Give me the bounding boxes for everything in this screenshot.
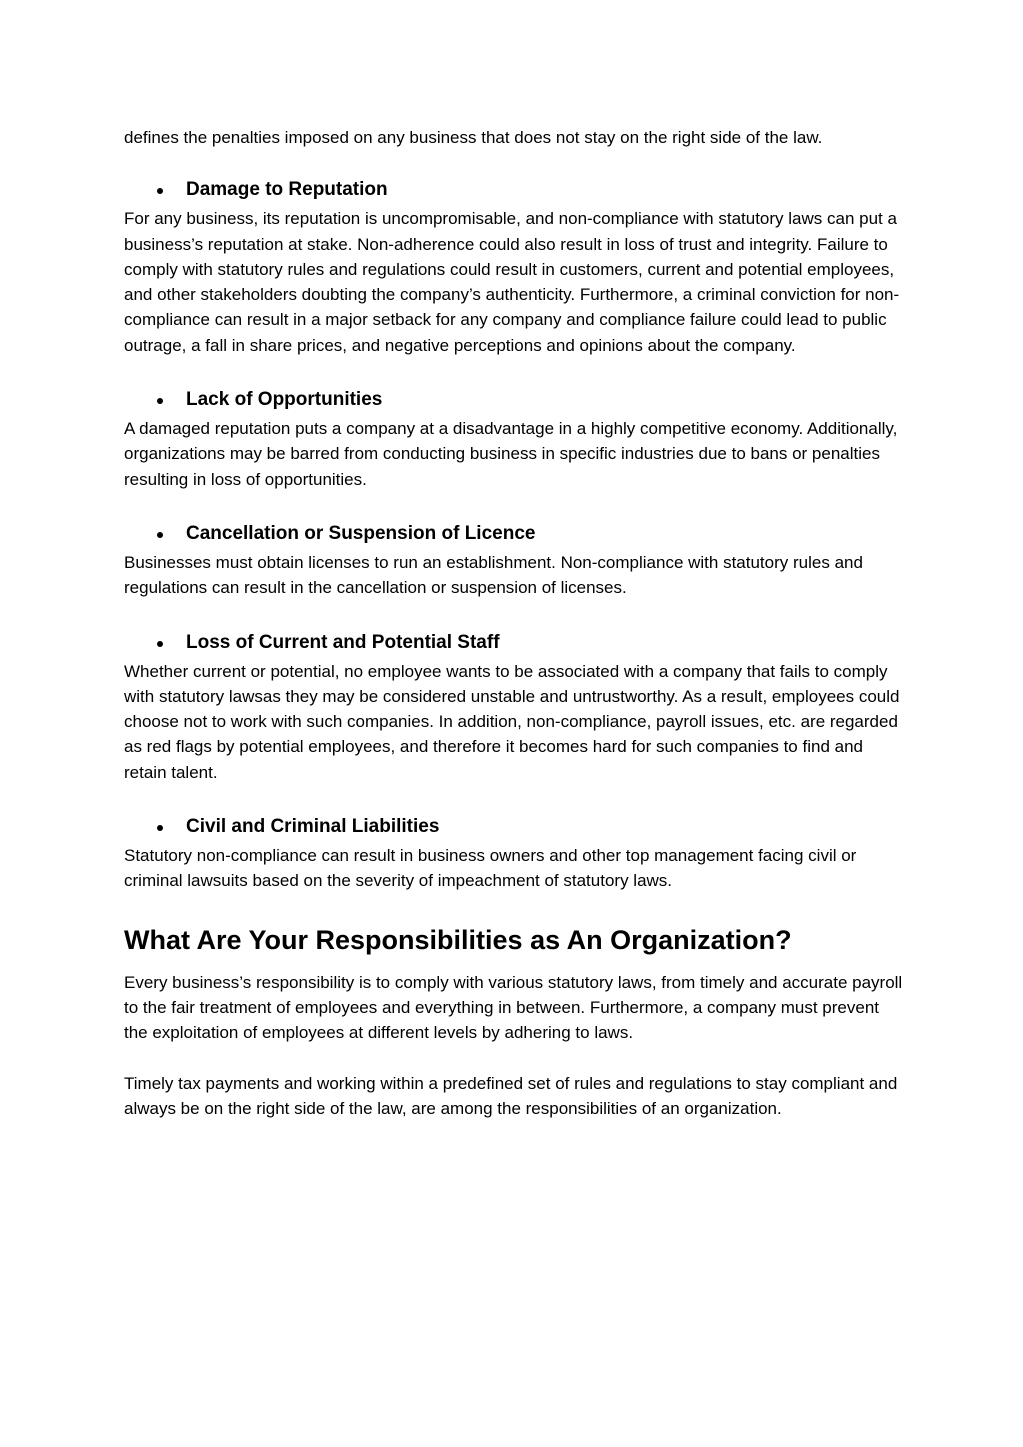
bullet-heading-text: Damage to Reputation	[186, 179, 388, 201]
section-lack-of-opportunities	[124, 387, 904, 492]
bullet-icon	[157, 825, 163, 831]
section-cancellation-of-licence	[124, 521, 904, 601]
responsibilities-paragraph: Timely tax payments and working within a predefined set of rules and regulations to stay compliant and always be on the right side of the law, are among the responsibilities of an organization.	[124, 1073, 898, 1118]
bullet-icon	[157, 188, 163, 194]
section-body: For any business, its reputation is uncompromisable, and non-compliance with statutory laws can put a business’s reputation at stake. Non-adherence could also result in loss of trust and integrity. Failure to comply with statutory rules and regulations could result in customers, current and potential employees, and other stakeholders doubting the company’s authenticity. Furthermore, a criminal conviction for non-compliance can result in a major setback for any company and compliance failure could lead to public outrage, a fall in share prices, and negative perceptions and opinions about the company.	[124, 209, 900, 355]
bullet-heading	[124, 521, 904, 547]
section-body: Statutory non-compliance can result in business owners and other top management facing civil or criminal lawsuits based on the severity of impeachment of statutory laws.	[124, 846, 857, 891]
document-page	[124, 125, 904, 1121]
bullet-icon	[157, 532, 163, 538]
bullet-heading-text: Loss of Current and Potential Staff	[186, 631, 500, 653]
bullet-heading	[124, 177, 904, 203]
section-damage-to-reputation	[124, 177, 904, 358]
bullet-heading-text: Cancellation or Suspension of Licence	[186, 522, 536, 544]
bullet-icon	[157, 641, 163, 647]
section-civil-criminal-liabilities	[124, 814, 904, 894]
section-body: A damaged reputation puts a company at a disadvantage in a highly competitive economy. Additionally, organizations may be barred from conducting business in specific industries due to bans or penalties resulting in loss of opportunities.	[124, 419, 898, 489]
bullet-heading-text: Civil and Criminal Liabilities	[186, 816, 440, 838]
section-loss-of-staff	[124, 630, 904, 785]
bullet-heading-text: Lack of Opportunities	[186, 389, 383, 411]
intro-paragraph: defines the penalties imposed on any business that does not stay on the right side of the law.	[124, 128, 823, 147]
bullet-heading	[124, 814, 904, 840]
bullet-heading	[124, 387, 904, 413]
responsibilities-heading: What Are Your Responsibilities as An Organization?	[124, 924, 792, 955]
responsibilities-paragraph: Every business’s responsibility is to comply with various statutory laws, from timely and accurate payroll to the fair treatment of employees and everything in between. Furthermore, a company must prevent the exploitation of employees at different levels by adhering to laws.	[124, 972, 903, 1043]
bullet-icon	[157, 398, 163, 404]
bullet-heading	[124, 630, 904, 656]
section-body: Businesses must obtain licenses to run an establishment. Non-compliance with statutory rules and regulations can result in the cancellation or suspension of licenses.	[124, 552, 863, 598]
section-body: Whether current or potential, no employee wants to be associated with a company that fails to comply with statutory lawsas they may be considered unstable and untrustworthy. As a result, employees could choose not to work with such companies. In addition, non-compliance, payroll issues, etc. are regarded as red flags by potential employees, and therefore it becomes hard for such companies to find and retain talent.	[124, 661, 900, 782]
